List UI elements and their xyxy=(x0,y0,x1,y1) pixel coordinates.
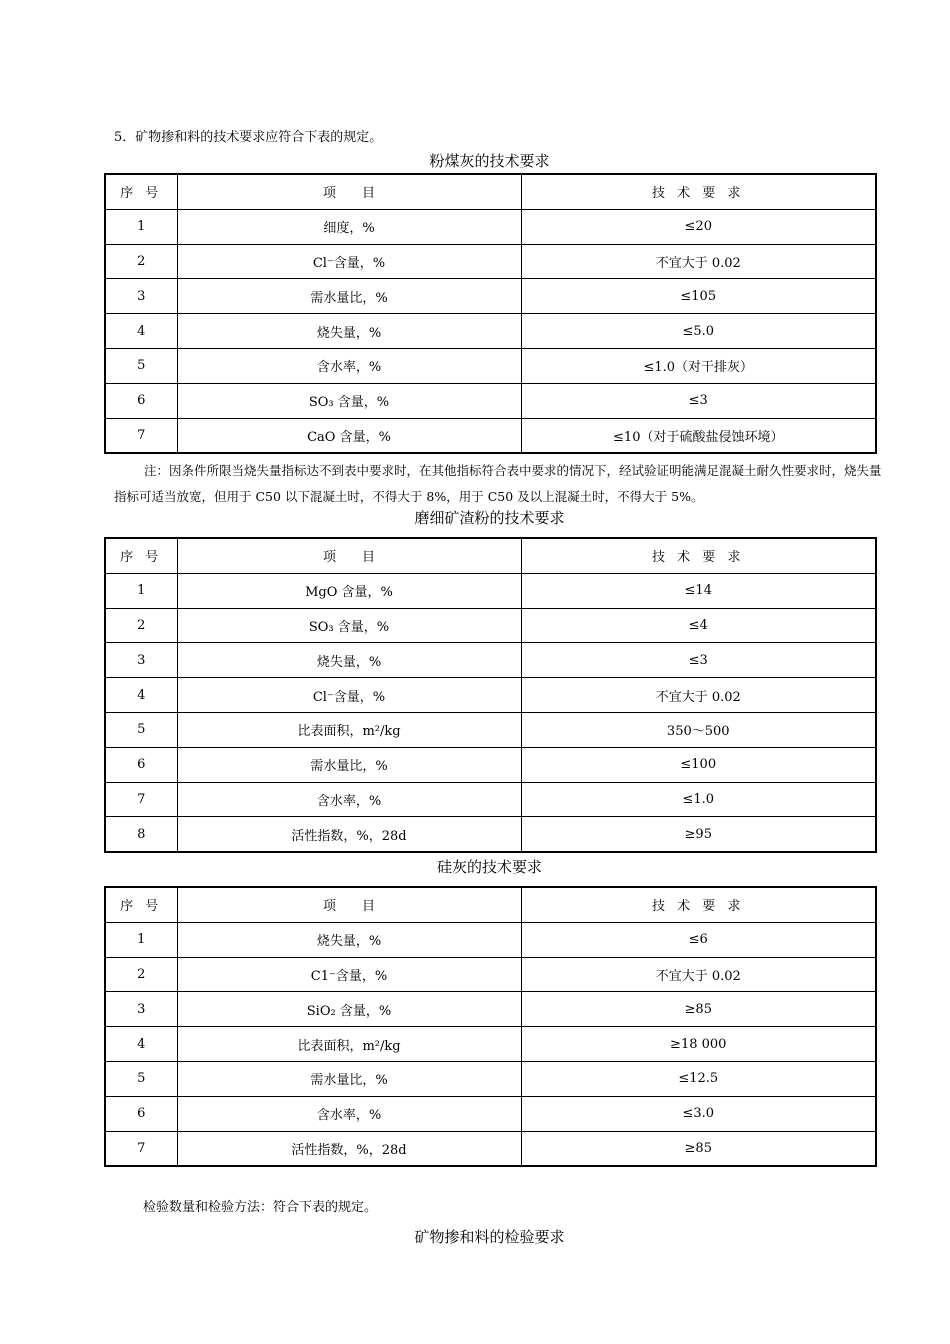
table-row xyxy=(105,747,876,782)
intro-paragraph: 5．矿物掺和料的技术要求应符合下表的规定。 xyxy=(114,130,383,145)
cell-requirement: ≤5.0 xyxy=(521,314,876,349)
table-row xyxy=(105,383,876,418)
cell-requirement: ≤100 xyxy=(521,747,876,782)
cell-item: 含水率，% xyxy=(177,1096,521,1131)
cell-requirement: ≤3 xyxy=(521,383,876,418)
cell-no: 3 xyxy=(105,643,177,678)
cell-item: 活性指数，%，28d xyxy=(177,1131,521,1166)
table-row xyxy=(105,678,876,713)
cell-requirement: 不宜大于 0.02 xyxy=(521,957,876,992)
cell-no: 2 xyxy=(105,608,177,643)
table-row xyxy=(105,992,876,1027)
table4-title: 矿物掺和料的检验要求 xyxy=(414,1228,565,1246)
cell-no: 7 xyxy=(105,782,177,817)
fly-ash-table xyxy=(104,173,877,454)
cell-requirement: ≤20 xyxy=(521,209,876,244)
table-row xyxy=(105,418,876,453)
cell-requirement: 不宜大于 0.02 xyxy=(521,244,876,279)
cell-requirement: ≥95 xyxy=(521,817,876,852)
table-row xyxy=(105,608,876,643)
cell-requirement: ≤3.0 xyxy=(521,1096,876,1131)
cell-requirement: ≤10（对于硫酸盐侵蚀环境） xyxy=(521,418,876,453)
cell-requirement: ≤105 xyxy=(521,279,876,314)
cell-no: 3 xyxy=(105,992,177,1027)
cell-requirement: ≥18 000 xyxy=(521,1027,876,1062)
table-row xyxy=(105,279,876,314)
cell-requirement: ≤14 xyxy=(521,573,876,608)
table-header-row xyxy=(105,887,876,922)
cell-no: 4 xyxy=(105,314,177,349)
silica-fume-table xyxy=(104,886,877,1167)
table-row xyxy=(105,573,876,608)
table-row xyxy=(105,209,876,244)
table-row xyxy=(105,1027,876,1062)
header-requirement: 技 术 要 求 xyxy=(521,538,876,573)
cell-no: 6 xyxy=(105,747,177,782)
header-item: 项 目 xyxy=(177,538,521,573)
cell-item: Cl⁻含量，% xyxy=(177,678,521,713)
header-requirement: 技 术 要 求 xyxy=(521,887,876,922)
table-header-row xyxy=(105,174,876,209)
cell-item: 比表面积，m²/kg xyxy=(177,712,521,747)
header-requirement: 技 术 要 求 xyxy=(521,174,876,209)
cell-item: MgO 含量，% xyxy=(177,573,521,608)
cell-item: 烧失量，% xyxy=(177,314,521,349)
cell-no: 8 xyxy=(105,817,177,852)
table-row xyxy=(105,244,876,279)
cell-item: Cl⁻含量，% xyxy=(177,244,521,279)
table-row xyxy=(105,922,876,957)
table-row xyxy=(105,314,876,349)
cell-no: 3 xyxy=(105,279,177,314)
cell-no: 2 xyxy=(105,957,177,992)
cell-requirement: ≤1.0 xyxy=(521,782,876,817)
table-row xyxy=(105,817,876,852)
cell-no: 5 xyxy=(105,1061,177,1096)
table-row xyxy=(105,957,876,992)
table1-note: 注：因条件所限当烧失量指标达不到表中要求时，在其他指标符合表中要求的情况下，经试验证明能满足混凝土耐久性要求时，烧失量指标可适当放宽，但用于 C50 以下混凝土时，不得大于 8%，用于 C50 及以上混凝土时，不得大于 5%。 xyxy=(114,463,882,504)
cell-no: 4 xyxy=(105,1027,177,1062)
cell-item: SO₃ 含量，% xyxy=(177,383,521,418)
cell-no: 5 xyxy=(105,712,177,747)
header-item: 项 目 xyxy=(177,174,521,209)
cell-no: 1 xyxy=(105,573,177,608)
cell-item: 需水量比，% xyxy=(177,747,521,782)
cell-item: 烧失量，% xyxy=(177,643,521,678)
cell-no: 1 xyxy=(105,922,177,957)
header-no: 序 号 xyxy=(105,887,177,922)
table-row xyxy=(105,643,876,678)
cell-item: SiO₂ 含量，% xyxy=(177,992,521,1027)
slag-powder-table xyxy=(104,537,877,853)
cell-no: 7 xyxy=(105,1131,177,1166)
table-header-row xyxy=(105,538,876,573)
cell-no: 5 xyxy=(105,348,177,383)
cell-requirement: ≥85 xyxy=(521,992,876,1027)
cell-requirement: ≤4 xyxy=(521,608,876,643)
header-no: 序 号 xyxy=(105,538,177,573)
cell-requirement: ≤12.5 xyxy=(521,1061,876,1096)
table-row xyxy=(105,348,876,383)
cell-item: 需水量比，% xyxy=(177,279,521,314)
cell-no: 6 xyxy=(105,1096,177,1131)
table-row xyxy=(105,1061,876,1096)
cell-requirement: ≥85 xyxy=(521,1131,876,1166)
table-row xyxy=(105,712,876,747)
cell-item: 需水量比，% xyxy=(177,1061,521,1096)
header-no: 序 号 xyxy=(105,174,177,209)
table-row xyxy=(105,782,876,817)
cell-requirement: 350～500 xyxy=(521,712,876,747)
cell-no: 6 xyxy=(105,383,177,418)
cell-item: 含水率，% xyxy=(177,782,521,817)
table3-title: 硅灰的技术要求 xyxy=(436,858,542,876)
cell-item: C1⁻含量，% xyxy=(177,957,521,992)
cell-item: SO₃ 含量，% xyxy=(177,608,521,643)
cell-item: 活性指数，%，28d xyxy=(177,817,521,852)
cell-item: 烧失量，% xyxy=(177,922,521,957)
cell-no: 2 xyxy=(105,244,177,279)
table-row xyxy=(105,1096,876,1131)
inspection-note: 检验数量和检验方法：符合下表的规定。 xyxy=(143,1200,378,1215)
cell-no: 1 xyxy=(105,209,177,244)
cell-requirement: 不宜大于 0.02 xyxy=(521,678,876,713)
table1-title: 粉煤灰的技术要求 xyxy=(429,152,550,170)
cell-item: 比表面积，m²/kg xyxy=(177,1027,521,1062)
header-item: 项 目 xyxy=(177,887,521,922)
table2-title: 磨细矿渣粉的技术要求 xyxy=(414,509,565,527)
cell-requirement: ≤6 xyxy=(521,922,876,957)
cell-no: 7 xyxy=(105,418,177,453)
cell-requirement: ≤3 xyxy=(521,643,876,678)
cell-no: 4 xyxy=(105,678,177,713)
cell-item: CaO 含量，% xyxy=(177,418,521,453)
cell-item: 细度，% xyxy=(177,209,521,244)
cell-item: 含水率，% xyxy=(177,348,521,383)
cell-requirement: ≤1.0（对干排灰） xyxy=(521,348,876,383)
table-row xyxy=(105,1131,876,1166)
